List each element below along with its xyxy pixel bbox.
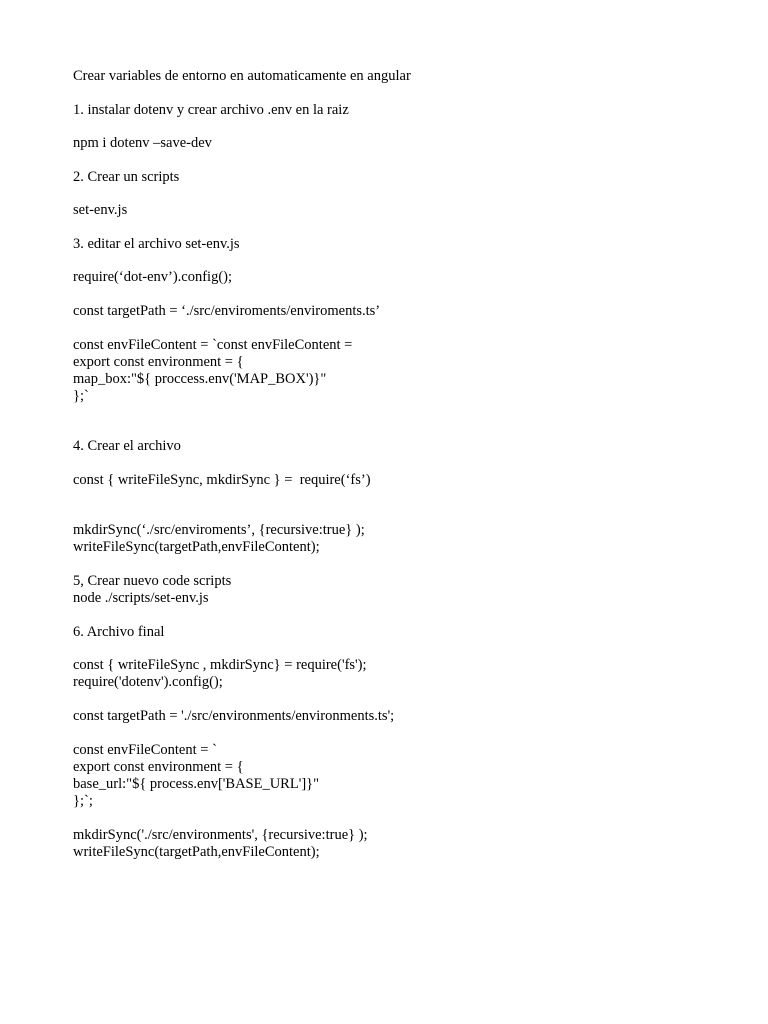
require-config-line: require(‘dot-env’).config(); [73, 269, 233, 286]
spacer [73, 253, 693, 269]
spacer [73, 489, 693, 522]
code-line: base_url:"${ process.env['BASE_URL']}" [73, 775, 320, 792]
spacer [73, 641, 693, 657]
spacer [73, 85, 693, 101]
spacer [73, 186, 693, 202]
spacer [73, 320, 693, 336]
step-5-heading: 5, Crear nuevo code scripts [73, 572, 232, 589]
final-target-path-line: const targetPath = './src/environments/environments.ts'; [73, 708, 395, 725]
code-line: export const environment = { [73, 758, 244, 775]
code-line: const { writeFileSync , mkdirSync} = require('fs'); [73, 657, 367, 674]
code-line: export const environment = { [73, 353, 244, 370]
code-line: writeFileSync(targetPath,envFileContent); [73, 843, 320, 860]
fs-require-line: const { writeFileSync, mkdirSync } = require(‘fs’) [73, 471, 371, 488]
spacer [73, 607, 693, 623]
code-line: mkdirSync('./src/environments', {recursive:true} ); [73, 826, 368, 843]
code-line: writeFileSync(targetPath,envFileContent); [73, 539, 320, 556]
spacer [73, 119, 693, 135]
code-line: const envFileContent = `const envFileContent = [73, 336, 353, 353]
step-2-heading: 2. Crear un scripts [73, 168, 180, 185]
code-line: node ./scripts/set-env.js [73, 590, 209, 607]
step-1-heading: 1. instalar dotenv y crear archivo .env en la raiz [73, 101, 349, 118]
code-line: };` [73, 388, 89, 405]
document-title: Crear variables de entorno en automaticamente en angular [73, 68, 411, 84]
spacer [73, 287, 693, 303]
spacer [73, 557, 693, 573]
script-filename: set-env.js [73, 202, 128, 219]
code-line: mkdirSync(‘./src/enviroments’, {recursive:true} ); [73, 522, 365, 539]
spacer [73, 405, 693, 438]
spacer [73, 810, 693, 826]
spacer [73, 456, 693, 472]
step-4-heading: 4. Crear el archivo [73, 438, 181, 455]
spacer [73, 220, 693, 236]
code-line: map_box:"${ proccess.env('MAP_BOX')}" [73, 371, 327, 387]
npm-command: npm i dotenv –save-dev [73, 135, 212, 152]
code-line: };`; [73, 793, 93, 810]
code-line: const envFileContent = ` [73, 741, 217, 758]
step-3-heading: 3. editar el archivo set-env.js [73, 235, 240, 252]
code-line: require('dotenv').config(); [73, 674, 223, 691]
spacer [73, 152, 693, 168]
target-path-line: const targetPath = ‘./src/enviroments/enviroments.ts’ [73, 303, 381, 320]
document-body [73, 68, 693, 861]
step-6-heading: 6. Archivo final [73, 623, 165, 640]
spacer [73, 725, 693, 741]
spacer [73, 692, 693, 708]
